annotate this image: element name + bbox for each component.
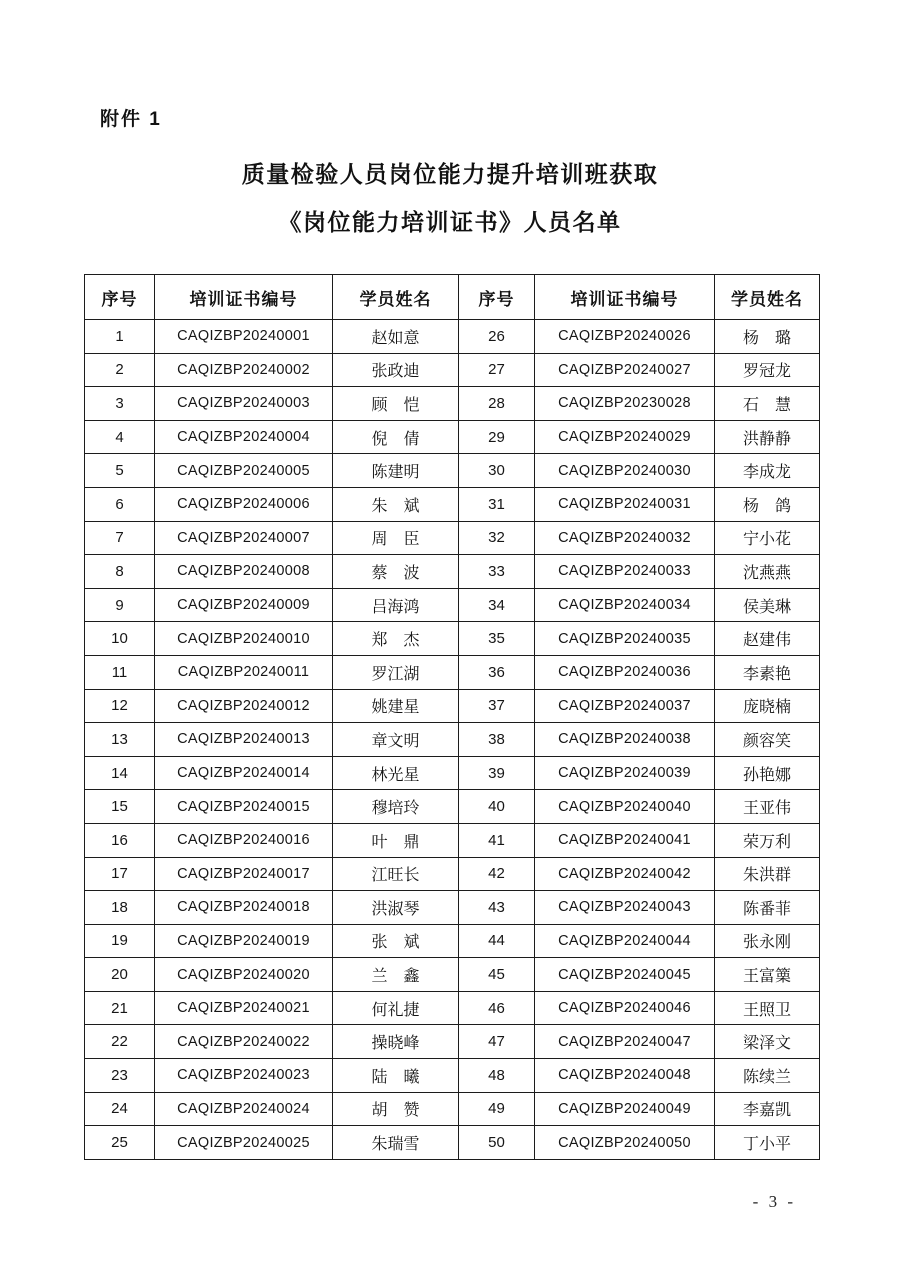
student-name-cell: 周 臣 (333, 521, 459, 555)
student-name-cell: 郑 杰 (333, 622, 459, 656)
table-row (85, 387, 820, 421)
table-row (85, 756, 820, 790)
certificate-number-cell: CAQIZBP20240019 (155, 924, 333, 958)
student-name-cell: 叶 鼎 (333, 823, 459, 857)
student-name-cell: 顾 恺 (333, 387, 459, 421)
student-name-cell: 穆培玲 (333, 790, 459, 824)
certificate-number-cell: CAQIZBP20240047 (535, 1025, 715, 1059)
index-cell: 6 (85, 487, 155, 521)
certificate-number-cell: CAQIZBP20240009 (155, 588, 333, 622)
index-cell: 32 (459, 521, 535, 555)
document-title-line-1: 质量检验人员岗位能力提升培训班获取 (241, 161, 659, 187)
student-name-cell: 洪淑琴 (333, 891, 459, 925)
student-name-cell: 丁小平 (715, 1126, 820, 1160)
student-name-cell: 张 斌 (333, 924, 459, 958)
student-name-cell: 赵如意 (333, 320, 459, 354)
student-name-cell: 何礼捷 (333, 991, 459, 1025)
student-name-cell: 陈建明 (333, 454, 459, 488)
student-name-cell: 姚建星 (333, 689, 459, 723)
student-name-cell: 李成龙 (715, 454, 820, 488)
certificate-number-cell: CAQIZBP20240031 (535, 487, 715, 521)
index-cell: 11 (85, 655, 155, 689)
certificate-number-cell: CAQIZBP20240022 (155, 1025, 333, 1059)
index-cell: 1 (85, 320, 155, 354)
index-cell: 2 (85, 353, 155, 387)
table-row (85, 1059, 820, 1093)
table-row (85, 487, 820, 521)
index-cell: 45 (459, 958, 535, 992)
student-name-cell: 兰 鑫 (333, 958, 459, 992)
table-row (85, 790, 820, 824)
student-name-cell: 朱洪群 (715, 857, 820, 891)
certificate-number-cell: CAQIZBP20240005 (155, 454, 333, 488)
index-cell: 30 (459, 454, 535, 488)
certificate-number-cell: CAQIZBP20240043 (535, 891, 715, 925)
certificate-number-cell: CAQIZBP20240046 (535, 991, 715, 1025)
index-cell: 3 (85, 387, 155, 421)
certificate-number-cell: CAQIZBP20240036 (535, 655, 715, 689)
certificate-number-cell: CAQIZBP20240007 (155, 521, 333, 555)
student-name-cell: 沈燕燕 (715, 555, 820, 589)
student-name-cell: 倪 倩 (333, 420, 459, 454)
student-name-cell: 王照卫 (715, 991, 820, 1025)
student-name-cell: 张政迪 (333, 353, 459, 387)
certificate-number-cell: CAQIZBP20240006 (155, 487, 333, 521)
student-name-cell: 张永刚 (715, 924, 820, 958)
table-row (85, 521, 820, 555)
student-name-cell: 洪静静 (715, 420, 820, 454)
document-title-line-2: 《岗位能力培训证书》人员名单 (278, 209, 622, 235)
index-cell: 23 (85, 1059, 155, 1093)
certificate-number-cell: CAQIZBP20240042 (535, 857, 715, 891)
index-cell: 12 (85, 689, 155, 723)
certificate-number-cell: CAQIZBP20240010 (155, 622, 333, 656)
index-cell: 50 (459, 1126, 535, 1160)
certificate-number-cell: CAQIZBP20240030 (535, 454, 715, 488)
index-cell: 36 (459, 655, 535, 689)
student-name-cell: 朱瑞雪 (333, 1126, 459, 1160)
certificate-number-cell: CAQIZBP20240020 (155, 958, 333, 992)
student-name-cell: 陈续兰 (715, 1059, 820, 1093)
certificate-number-cell: CAQIZBP20240013 (155, 723, 333, 757)
index-cell: 44 (459, 924, 535, 958)
certificate-number-cell: CAQIZBP20240014 (155, 756, 333, 790)
index-cell: 43 (459, 891, 535, 925)
student-name-cell: 颜容笑 (715, 723, 820, 757)
student-name-cell: 赵建伟 (715, 622, 820, 656)
certificate-number-cell: CAQIZBP20240011 (155, 655, 333, 689)
certificate-number-cell: CAQIZBP20240027 (535, 353, 715, 387)
index-cell: 4 (85, 420, 155, 454)
student-name-cell: 王富篥 (715, 958, 820, 992)
header-student-name-1: 学员姓名 (333, 275, 459, 320)
student-name-cell: 石 慧 (715, 387, 820, 421)
student-name-cell: 荣万利 (715, 823, 820, 857)
table-row (85, 689, 820, 723)
table-row (85, 1092, 820, 1126)
table-row (85, 924, 820, 958)
student-name-cell: 宁小花 (715, 521, 820, 555)
table-row (85, 958, 820, 992)
page-number: - 3 - (752, 1192, 796, 1211)
table-row (85, 353, 820, 387)
index-cell: 47 (459, 1025, 535, 1059)
index-cell: 33 (459, 555, 535, 589)
certificate-number-cell: CAQIZBP20240023 (155, 1059, 333, 1093)
certificate-number-cell: CAQIZBP20240033 (535, 555, 715, 589)
certificate-number-cell: CAQIZBP20240040 (535, 790, 715, 824)
table-row (85, 823, 820, 857)
header-index-2: 序号 (459, 275, 535, 320)
index-cell: 18 (85, 891, 155, 925)
index-cell: 21 (85, 991, 155, 1025)
student-name-cell: 罗江湖 (333, 655, 459, 689)
student-name-cell: 王亚伟 (715, 790, 820, 824)
certificate-number-cell: CAQIZBP20240012 (155, 689, 333, 723)
certificate-number-cell: CAQIZBP20240001 (155, 320, 333, 354)
student-name-cell: 李素艳 (715, 655, 820, 689)
index-cell: 5 (85, 454, 155, 488)
table-row (85, 991, 820, 1025)
student-name-cell: 庞晓楠 (715, 689, 820, 723)
index-cell: 19 (85, 924, 155, 958)
index-cell: 24 (85, 1092, 155, 1126)
student-name-cell: 罗冠龙 (715, 353, 820, 387)
index-cell: 48 (459, 1059, 535, 1093)
certificate-number-cell: CAQIZBP20240044 (535, 924, 715, 958)
certificate-number-cell: CAQIZBP20240037 (535, 689, 715, 723)
certificate-number-cell: CAQIZBP20240024 (155, 1092, 333, 1126)
index-cell: 8 (85, 555, 155, 589)
index-cell: 15 (85, 790, 155, 824)
table-row (85, 857, 820, 891)
certificate-number-cell: CAQIZBP20240018 (155, 891, 333, 925)
table-row (85, 555, 820, 589)
student-name-cell: 陆 曦 (333, 1059, 459, 1093)
student-name-cell: 蔡 波 (333, 555, 459, 589)
student-name-cell: 林光星 (333, 756, 459, 790)
table-row (85, 320, 820, 354)
certificate-number-cell: CAQIZBP20240017 (155, 857, 333, 891)
index-cell: 7 (85, 521, 155, 555)
student-name-cell: 吕海鸿 (333, 588, 459, 622)
certificate-number-cell: CAQIZBP20240029 (535, 420, 715, 454)
header-student-name-2: 学员姓名 (715, 275, 820, 320)
certificate-number-cell: CAQIZBP20240050 (535, 1126, 715, 1160)
certificate-number-cell: CAQIZBP20240021 (155, 991, 333, 1025)
certificate-number-cell: CAQIZBP20240049 (535, 1092, 715, 1126)
table-row (85, 622, 820, 656)
student-name-cell: 杨 鸽 (715, 487, 820, 521)
certificate-number-cell: CAQIZBP20240015 (155, 790, 333, 824)
attachment-label: 附件 1 (100, 109, 162, 130)
student-name-cell: 章文明 (333, 723, 459, 757)
header-index-1: 序号 (85, 275, 155, 320)
certificate-number-cell: CAQIZBP20230028 (535, 387, 715, 421)
student-name-cell: 朱 斌 (333, 487, 459, 521)
table-row (85, 655, 820, 689)
index-cell: 42 (459, 857, 535, 891)
certificate-number-cell: CAQIZBP20240026 (535, 320, 715, 354)
index-cell: 46 (459, 991, 535, 1025)
table-row (85, 891, 820, 925)
certificate-number-cell: CAQIZBP20240035 (535, 622, 715, 656)
table-row (85, 1025, 820, 1059)
student-name-cell: 梁泽文 (715, 1025, 820, 1059)
certificate-number-cell: CAQIZBP20240041 (535, 823, 715, 857)
index-cell: 9 (85, 588, 155, 622)
certificate-number-cell: CAQIZBP20240004 (155, 420, 333, 454)
index-cell: 34 (459, 588, 535, 622)
index-cell: 41 (459, 823, 535, 857)
index-cell: 14 (85, 756, 155, 790)
index-cell: 35 (459, 622, 535, 656)
student-name-cell: 侯美琳 (715, 588, 820, 622)
certificate-number-cell: CAQIZBP20240016 (155, 823, 333, 857)
certificate-number-cell: CAQIZBP20240048 (535, 1059, 715, 1093)
table-header-row (85, 275, 820, 320)
index-cell: 10 (85, 622, 155, 656)
index-cell: 13 (85, 723, 155, 757)
certificate-number-cell: CAQIZBP20240025 (155, 1126, 333, 1160)
table-row (85, 420, 820, 454)
table-row (85, 723, 820, 757)
certificate-number-cell: CAQIZBP20240039 (535, 756, 715, 790)
table-row (85, 1126, 820, 1160)
header-certificate-1: 培训证书编号 (155, 275, 333, 320)
index-cell: 16 (85, 823, 155, 857)
student-name-cell: 杨 璐 (715, 320, 820, 354)
certificate-number-cell: CAQIZBP20240003 (155, 387, 333, 421)
student-name-cell: 孙艳娜 (715, 756, 820, 790)
certificate-number-cell: CAQIZBP20240045 (535, 958, 715, 992)
index-cell: 38 (459, 723, 535, 757)
certificate-number-cell: CAQIZBP20240034 (535, 588, 715, 622)
index-cell: 39 (459, 756, 535, 790)
index-cell: 31 (459, 487, 535, 521)
student-name-cell: 李嘉凯 (715, 1092, 820, 1126)
index-cell: 26 (459, 320, 535, 354)
index-cell: 27 (459, 353, 535, 387)
index-cell: 20 (85, 958, 155, 992)
index-cell: 49 (459, 1092, 535, 1126)
student-name-cell: 陈番菲 (715, 891, 820, 925)
certificate-number-cell: CAQIZBP20240002 (155, 353, 333, 387)
student-name-cell: 江旺长 (333, 857, 459, 891)
student-name-cell: 操晓峰 (333, 1025, 459, 1059)
index-cell: 40 (459, 790, 535, 824)
header-certificate-2: 培训证书编号 (535, 275, 715, 320)
index-cell: 29 (459, 420, 535, 454)
certificate-number-cell: CAQIZBP20240008 (155, 555, 333, 589)
index-cell: 17 (85, 857, 155, 891)
index-cell: 37 (459, 689, 535, 723)
table-row (85, 588, 820, 622)
table-row (85, 454, 820, 488)
index-cell: 25 (85, 1126, 155, 1160)
student-name-cell: 胡 赞 (333, 1092, 459, 1126)
index-cell: 22 (85, 1025, 155, 1059)
roster-table (84, 274, 820, 1160)
certificate-number-cell: CAQIZBP20240032 (535, 521, 715, 555)
certificate-number-cell: CAQIZBP20240038 (535, 723, 715, 757)
index-cell: 28 (459, 387, 535, 421)
